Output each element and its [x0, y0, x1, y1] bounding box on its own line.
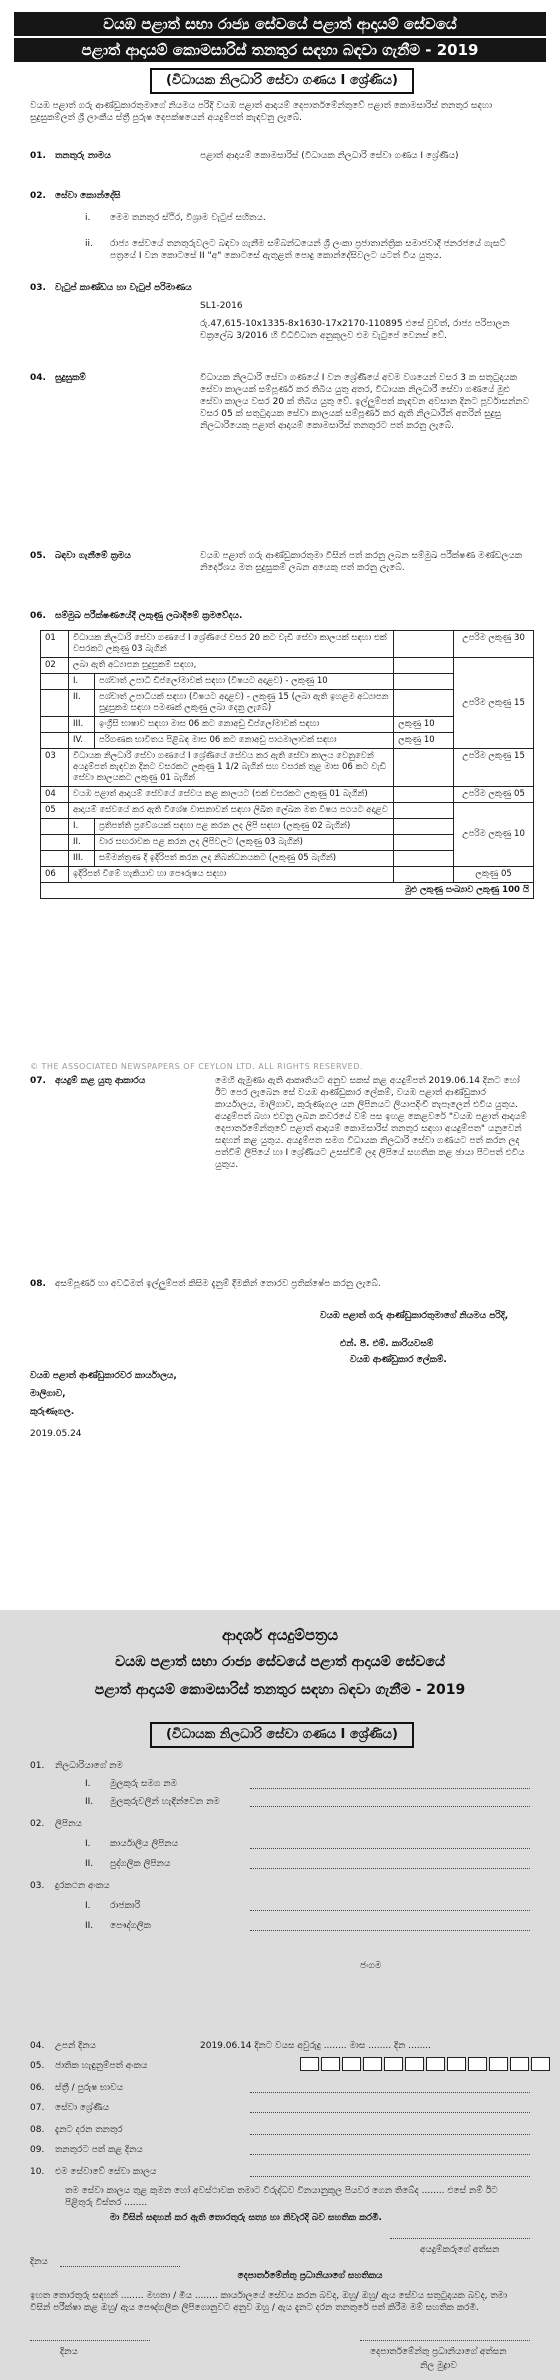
form-field-num: 02. — [30, 1819, 45, 1829]
office-line-2: මාලිගාව, — [30, 1389, 66, 1399]
intro-text: වයඹ පළාත් ගරු ආණ්ඩුකාරතුමාගේ නියමය පරිදි වයඹ පළාත් ආදායම් දෙපාර්තමේන්තුවේ පළාත් කොමසාරිස් තනතුර සඳහා සුදුසුකම්ලත් ශ්‍රී ලාංකීය ස්ත්‍රී පුරුෂ දෙපක්ෂයෙන් අයදුම්පත් කැඳවනු ලැබේ. — [30, 101, 493, 123]
form-subtitle: (විධායක නිලධාරි සේවා ගණය I ශ්‍රේණිය) — [150, 1722, 414, 1748]
copyright-watermark: © THE ASSOCIATED NEWSPAPERS OF CEYLON LTD. ALL RIGHTS RESERVED. — [30, 1062, 363, 1071]
sec-07-text: මෙහි ඇමුණා ඇති ආකෘතියට අනුව සකස් කළ අයදුම්පත් 2019.06.14 දිනට හෝ ඊට පෙර ලැබෙන සේ වයඹ ආණ්ඩුකාර ලේකම්, වයඹ පළාත් ආණ්ඩුකාර කාර්යාලය, මාලිගාව, කුරුණෑගල යන ලිපිනයට ලියාපදිංචි තැපෑලෙන් එවිය යුතුය. අයදුම්පත් බහා එවනු ලබන කවරයේ වම් පස ඉහළ කෙළවරේ "වයඹ පළාත් ආදායම් දෙපාර්තමේන්තුවේ පළාත් ආදායම් කොමසාරිස් තනතුර සඳහා අයදුම්පත" යනුවෙන් සඳහන් කළ යුතුය. අයදුම්පත සමග විධායක නිලධාරි සේවා ගණයට පත් කරන ලද පත්වීම් ලිපියේ හා I ශ්‍රේණියට උසස්වීම් ලද ලිපියේ සහතික කළ ඡායා පිටපත් එවිය යුතුය. — [215, 1076, 527, 1170]
applicant-signature-label: අයදුම්කරුගේ අත්සන — [420, 2245, 500, 2255]
row-text: වාර සඟරාවක පළ කරන ලද ලිපිවලට (ලකුණු 03 බැගින්) — [94, 835, 393, 851]
form-field-num: 03. — [30, 1881, 45, 1891]
mobile-label: ජංගම — [360, 1961, 382, 1971]
sec-02-label: සේවා කොන්දේසි — [55, 191, 121, 201]
form-field-num: 01. — [30, 1761, 45, 1771]
declaration: මා විසින් සඳහන් කර ඇති තොරතුරු සත්‍ය හා නිවැරදි බව සහතික කරමි. — [110, 2213, 382, 2223]
row-num: 03 — [41, 749, 69, 787]
table-row — [41, 803, 534, 819]
sec-06-num: 06. — [30, 611, 46, 621]
cert-title: දෙපාර්තමේන්තු ප්‍රධානියාගේ සහතිකය — [237, 2271, 383, 2281]
form-field-input[interactable] — [250, 2112, 530, 2113]
nic-box[interactable] — [447, 2057, 466, 2071]
form-field-label: උපන් දිනය — [55, 2041, 96, 2051]
row-max: උපරිම ලකුණු 15 — [454, 658, 534, 749]
header-line-2: පළාත් ආදායම් කොමසාරිස් තනතුර සඳහා බඳවා ගැනීම - 2019 — [14, 38, 546, 62]
form-field-num: II. — [85, 1797, 94, 1807]
sec-05-label: බඳවා ගැනීමේ ක්‍රමය — [55, 551, 131, 561]
nic-box[interactable] — [510, 2057, 529, 2071]
sec-02-num: 02. — [30, 191, 46, 201]
form-field-input[interactable] — [250, 2176, 530, 2177]
row-text: ආදායම් සේවයේ කර ඇති විශේෂ වාසනාවන් සඳහා ලිඛිත ලේඛන මත විෂය පථයට අදාළව — [68, 803, 393, 819]
row-marks: ලකුණු 10 — [394, 717, 454, 733]
form-field-label: ජාතික හැඳුනුම්පත් අංකය — [55, 2061, 148, 2071]
row-sub: III. — [68, 851, 94, 867]
form-field-label: පෞද්ගලික — [110, 1921, 151, 1931]
cert-signature: දෙපාර්තමේන්තු ප්‍රධානියාගේ අත්සන — [370, 2347, 507, 2357]
row-text: සම්මන්ත්‍රණ දී ඉදිරිපත් කරන ලද නිබන්ධනයකට (ලකුණු 05 බැගින්) — [94, 851, 393, 867]
row-num: 06 — [41, 867, 69, 883]
office-line-1: වයඹ පළාත් ආණ්ඩුකාරවර කාර්යාලය, — [30, 1371, 177, 1381]
form-field-label: තනතුරට පත් කළ දිනය — [55, 2145, 143, 2155]
sec-02-ii-text: රාජ්‍ය සේවයේ තනතුරුවලට බඳවා ගැනීම සම්බන්ධයෙන් ශ්‍රී ලංකා ප්‍රජාතාන්ත්‍රික සමාජවාදී ජනරජයේ ගැසට් පත්‍රයේ I වන කොටසේ II "අ" කොටසේ ඇතුළත් පොදු කොන්දේසිවලට යටත් විය යුතුය. — [110, 239, 506, 261]
sec-02-i-num: i. — [85, 213, 91, 223]
sec10-text: තම සේවා කාලය තුළ කුමන හෝ අවස්ථාවක තමාට විරුද්ධව විනයානුකූල පියවර ගෙන තිබේද ........ එසේ නම් ඊට පිළිතුරු විස්තර ........ — [65, 2186, 498, 2208]
form-field-label: පුද්ගලික ලිපිනය — [110, 1859, 171, 1869]
nic-box[interactable] — [405, 2057, 424, 2071]
nic-box[interactable] — [321, 2057, 340, 2071]
form-field-input[interactable] — [250, 1806, 530, 1807]
dob-text: 2019.06.14 දිනට වයස අවුරුදු ........ මාස ........ දින ........ — [200, 2041, 432, 2051]
nic-box[interactable] — [384, 2057, 403, 2071]
nic-box[interactable] — [342, 2057, 361, 2071]
sec-07-num: 07. — [30, 1076, 46, 1086]
row-max: උපරිම ලකුණු 30 — [454, 631, 534, 658]
sec-01-text: පළාත් ආදායම් කොමසාරිස් (විධායක නිලධාරි සේවා ගණය I ශ්‍රේණිය) — [200, 151, 459, 161]
cert-seal: නිල මුද්‍රාව — [420, 2361, 457, 2371]
sec-04-text: විධායක නිලධාරි සේවා ගණයේ I වන ශ්‍රේණියේ අවම වශයෙන් වසර 3 ක සතුටුදායක සේවා කාලයක් සම්පූර්ණ කර තිබිය යුතු අතර, විධායක නිලධාරී සේවා ගණයේ මුළු සේවා කාලය වසර 20 ක් තිබිය යුතු වේ. ඉල්ලුම්පත් කැඳවන අවසාන දිනට පූර්වාසන්නව වසර 05 ක් සතුටුදායක සේවා කාලයක් සම්පූර්ණ කර ඇති නිලධාරීන් අතරින් සුදුසු නිලධාරියෙකු පළාත් ආදායම් කොමසාරිස් තනතුරට පත් කරනු ලැබේ. — [200, 373, 530, 431]
marks-table — [40, 630, 534, 899]
form-field-num: II. — [85, 1859, 94, 1869]
table-row — [41, 867, 534, 883]
form-field-label: දැනට දරන තනතුර — [55, 2125, 123, 2135]
form-field-input[interactable] — [250, 2092, 530, 2093]
row-num: 02 — [41, 658, 69, 674]
form-field-num: 08. — [30, 2125, 45, 2135]
nic-box[interactable] — [363, 2057, 382, 2071]
form-field-num: 09. — [30, 2145, 45, 2155]
nic-box[interactable] — [489, 2057, 508, 2071]
signature-order: වයඹ පළාත් ගරු ආණ්ඩුකාරතුමාගේ නියමය පරිදි, — [320, 1311, 509, 1321]
cert-text: ඉහත තොරතුරු සඳහන් ........ මහතා / මිය ........ කාර්යාලයේ සේවය කරන බවද, ඔහු/ ඔහු/ ඇය සේවය සතුටුදායක බවද, තමා විසින් පරීක්ෂා කළ ඔහු/ ඇය පෞද්ගලික ලිපිගොනුවට අනුව ඔහු / ඇය දැනට දරන තනතුරේ පත් කිරීම මම් සහතික කරමි. — [30, 2291, 508, 2313]
row-num: 01 — [41, 631, 69, 658]
nic-box[interactable] — [531, 2057, 550, 2071]
signature-title: වයඹ ආණ්ඩුකාර ලේකම්. — [350, 1355, 447, 1365]
table-row — [41, 658, 534, 674]
form-field-num: I. — [85, 1901, 91, 1911]
form-field-label: රාජකාරි — [110, 1901, 141, 1911]
form-field-label: ලිපිනය — [55, 1819, 82, 1829]
form-field-label: එම සේවාවේ සේවා කාලය — [55, 2167, 157, 2177]
row-max: උපරිම ලකුණු 15 — [454, 749, 534, 787]
cert-date: දිනය — [60, 2347, 78, 2357]
form-field-input[interactable] — [250, 1848, 530, 1849]
form-field-num: 06. — [30, 2083, 45, 2093]
form-field-label: සේවා ශ්‍රේණිය — [55, 2103, 110, 2113]
row-text: පශ්චාත් උපාධියක් සඳහා (විෂයට අදාළව) - ලකුණු 15 (ලබා ඇති ඉහළම අධ්‍යාපන සුදුසුකම සඳහා පමණක් ලකුණු ලබා දෙනු ලැබේ) — [94, 690, 393, 717]
row-max: උපරිම ලකුණු 05 — [454, 787, 534, 803]
form-field-label: මුලකුරු සමග නම — [110, 1779, 178, 1789]
row-text: ඉංග්‍රීසි භාෂාව සඳහා මාස 06 කට නොඅඩු ඩිප්ලෝමාවක් සඳහා — [94, 717, 393, 733]
sec-03-num: 03. — [30, 283, 46, 293]
form-field-num: 04. — [30, 2041, 45, 2051]
form-title: ආදර්ශ අයදුම්පත්‍රය — [221, 1626, 339, 1644]
form-field-num: 05. — [30, 2061, 45, 2071]
sec-05-num: 05. — [30, 551, 46, 561]
form-field-num: 07. — [30, 2103, 45, 2113]
sec-03-label: වැටුප් කාණ්ඩය හා වැටුප් පරිමාණය — [55, 283, 192, 293]
office-line-3: කුරුණෑගල. — [30, 1407, 75, 1417]
row-text: පරිගණක භාවිතය පිළිබඳ මාස 06 කට නොඅඩු පාඨමාලාවක් සඳහා — [94, 733, 393, 749]
form-field-input[interactable] — [250, 2134, 530, 2135]
row-marks: ලකුණු 05 — [454, 867, 534, 883]
row-sub: IV. — [68, 733, 94, 749]
form-field-label: දුරකථන අංකය — [55, 1881, 110, 1891]
form-field-num: I. — [85, 1839, 91, 1849]
row-sub: III. — [68, 717, 94, 733]
sec-08-text: අසම්පූර්ණ හා අවධිමත් ඉල්ලුම්පත් කිසිම දැනුම් දීමකින් තොරව ප්‍රතික්ෂේප කරනු ලැබේ. — [55, 1279, 381, 1289]
nic-box[interactable] — [300, 2057, 319, 2071]
nic-box[interactable] — [426, 2057, 445, 2071]
date-label: දිනය — [30, 2257, 48, 2267]
row-max: උපරිම ලකුණු 10 — [454, 803, 534, 867]
table-row — [41, 631, 534, 658]
form-field-input[interactable] — [250, 1868, 530, 1869]
header-line-1: වයඹ පළාත් සභා රාජ්‍ය සේවයේ පළාත් ආදායම් සේවයේ — [14, 12, 546, 36]
nic-boxes[interactable] — [300, 2057, 552, 2071]
form-field-label: ස්ත්‍රී / පුරුෂ භාවය — [55, 2083, 124, 2093]
nic-box[interactable] — [468, 2057, 487, 2071]
row-marks: ලකුණු 10 — [394, 733, 454, 749]
form-field-label: කාර්යාලීය ලිපිනය — [110, 1839, 179, 1849]
row-num: 05 — [41, 803, 69, 819]
total-marks: මුළු ලකුණු සංඛ්‍යාව ලකුණු 100 යි — [41, 883, 534, 899]
row-text: ඉදිරිපත් වීමේ හැකියාව හා පෞරුෂය සඳහා — [68, 867, 393, 883]
form-field-input[interactable] — [250, 1788, 530, 1789]
form-line-1: වයඹ පළාත් සභා රාජ්‍ය සේවයේ පළාත් ආදායම් සේවයේ — [115, 1654, 445, 1670]
row-text: විධායක නිලධාරි සේවා ගණයේ I ශ්‍රේණියේ සේවය කර ඇති සේවා කාලය වෙනුවෙන් අයදුම්පත් කැඳවන දිනට වසරකට ලකුණු 1 1/2 බැගින් සහ වසරක් තුළ මාස 06 කට වැඩි සේවා කාලයකට ලකුණු 01 බැගින් — [68, 749, 393, 787]
sec-01-num: 01. — [30, 151, 46, 161]
sec-01-label: තනතුරු නාමය — [55, 151, 111, 161]
sec-04-label: සුදුසුකම් — [55, 373, 86, 383]
sec-03-scale: රු.47,615-10x1335-8x1630-17x2170-110895 එසේ වුවත්, රාජ්‍ය පරිපාලන චක්‍රලේඛ 3/2016 හි විධිවිධාන අනුකූලව එම වැටුපේ වෙනස් වේ. — [200, 319, 510, 341]
row-sub: II. — [68, 835, 94, 851]
form-field-num: I. — [85, 1779, 91, 1789]
table-row — [41, 787, 534, 803]
sec-08-num: 08. — [30, 1279, 46, 1289]
row-sub: I. — [68, 819, 94, 835]
sec-04-num: 04. — [30, 373, 46, 383]
form-field-label: නිලධාරියාගේ නම — [55, 1761, 123, 1771]
sec-02-ii-num: ii. — [85, 239, 93, 249]
row-marks — [394, 631, 454, 658]
form-field-label: මුලකුරුවලින් හැඳින්වෙන නම — [110, 1797, 220, 1807]
form-field-num: 10. — [30, 2167, 45, 2177]
notice-date: 2019.05.24 — [30, 1429, 82, 1439]
table-row — [41, 749, 534, 787]
row-text: විධායක නිලධාරි සේවා ගණයේ I ශ්‍රේණියේ වසර 20 කට වැඩි සේවා කාලයක් සඳහා එක් වසරකට ලකුණු 03 බැගින් — [68, 631, 393, 658]
form-field-num: II. — [85, 1921, 94, 1931]
sec-03-code: SL1-2016 — [200, 301, 243, 311]
sec-02-i-text: මෙම තනතුර ස්ථිර, විශ්‍රාම වැටුප් සහිතය. — [110, 213, 266, 223]
row-text: ප්‍රතිපත්ති ප්‍රවේශයක් සඳහා පළ කරන ලද ලිපි සඳහා (ලකුණු 02 බැගින්) — [94, 819, 393, 835]
form-field-input[interactable] — [250, 1910, 530, 1911]
form-line-2: පළාත් ආදායම් කොමසාරිස් තනතුර සඳහා බඳවා ගැනීම - 2019 — [94, 1682, 466, 1698]
table-total-row — [41, 883, 534, 899]
sec-05-text: වයඹ පළාත් ගරු ආණ්ඩුකාරතුමා විසින් පත් කරනු ලබන සම්මුඛ පරීක්ෂණ මණ්ඩලයක නිර්දේශය මත සුදුසුකම් ලබන අයෙකු පත් කරනු ලැබේ. — [200, 551, 523, 573]
row-num: 04 — [41, 787, 69, 803]
form-field-input[interactable] — [250, 2154, 530, 2155]
form-field-input[interactable] — [250, 1930, 530, 1931]
sec-07-label: අයදුම් කළ යුතු ආකාරය — [55, 1076, 146, 1086]
sec-06-label: සම්මුඛ පරීක්ෂණයේදී ලකුණු ලබාදීමේ ක්‍රමවේදය. — [55, 611, 243, 621]
signature-name: එන්. පී. එම්. කාරියවසම් — [340, 1339, 434, 1349]
header-subtitle: (විධායක නිලධාරි සේවා ගණය I ශ්‍රේණිය) — [150, 68, 414, 94]
row-text: පශ්චාත් උපාධි ඩිප්ලෝමාවක් සඳහා (විෂයට අදාළව) - ලකුණු 10 — [94, 674, 393, 690]
row-text: ලබා ඇති අධ්‍යාපන සුදුසුකම් සඳහා, — [68, 658, 393, 674]
row-sub: II. — [68, 690, 94, 717]
row-text: වයඹ පළාත් ආදායම් සේවයේ සේවය කළ කාලයට (එක් වසරකට ලකුණු 01 බැගින්) — [68, 787, 393, 803]
row-sub: I. — [68, 674, 94, 690]
